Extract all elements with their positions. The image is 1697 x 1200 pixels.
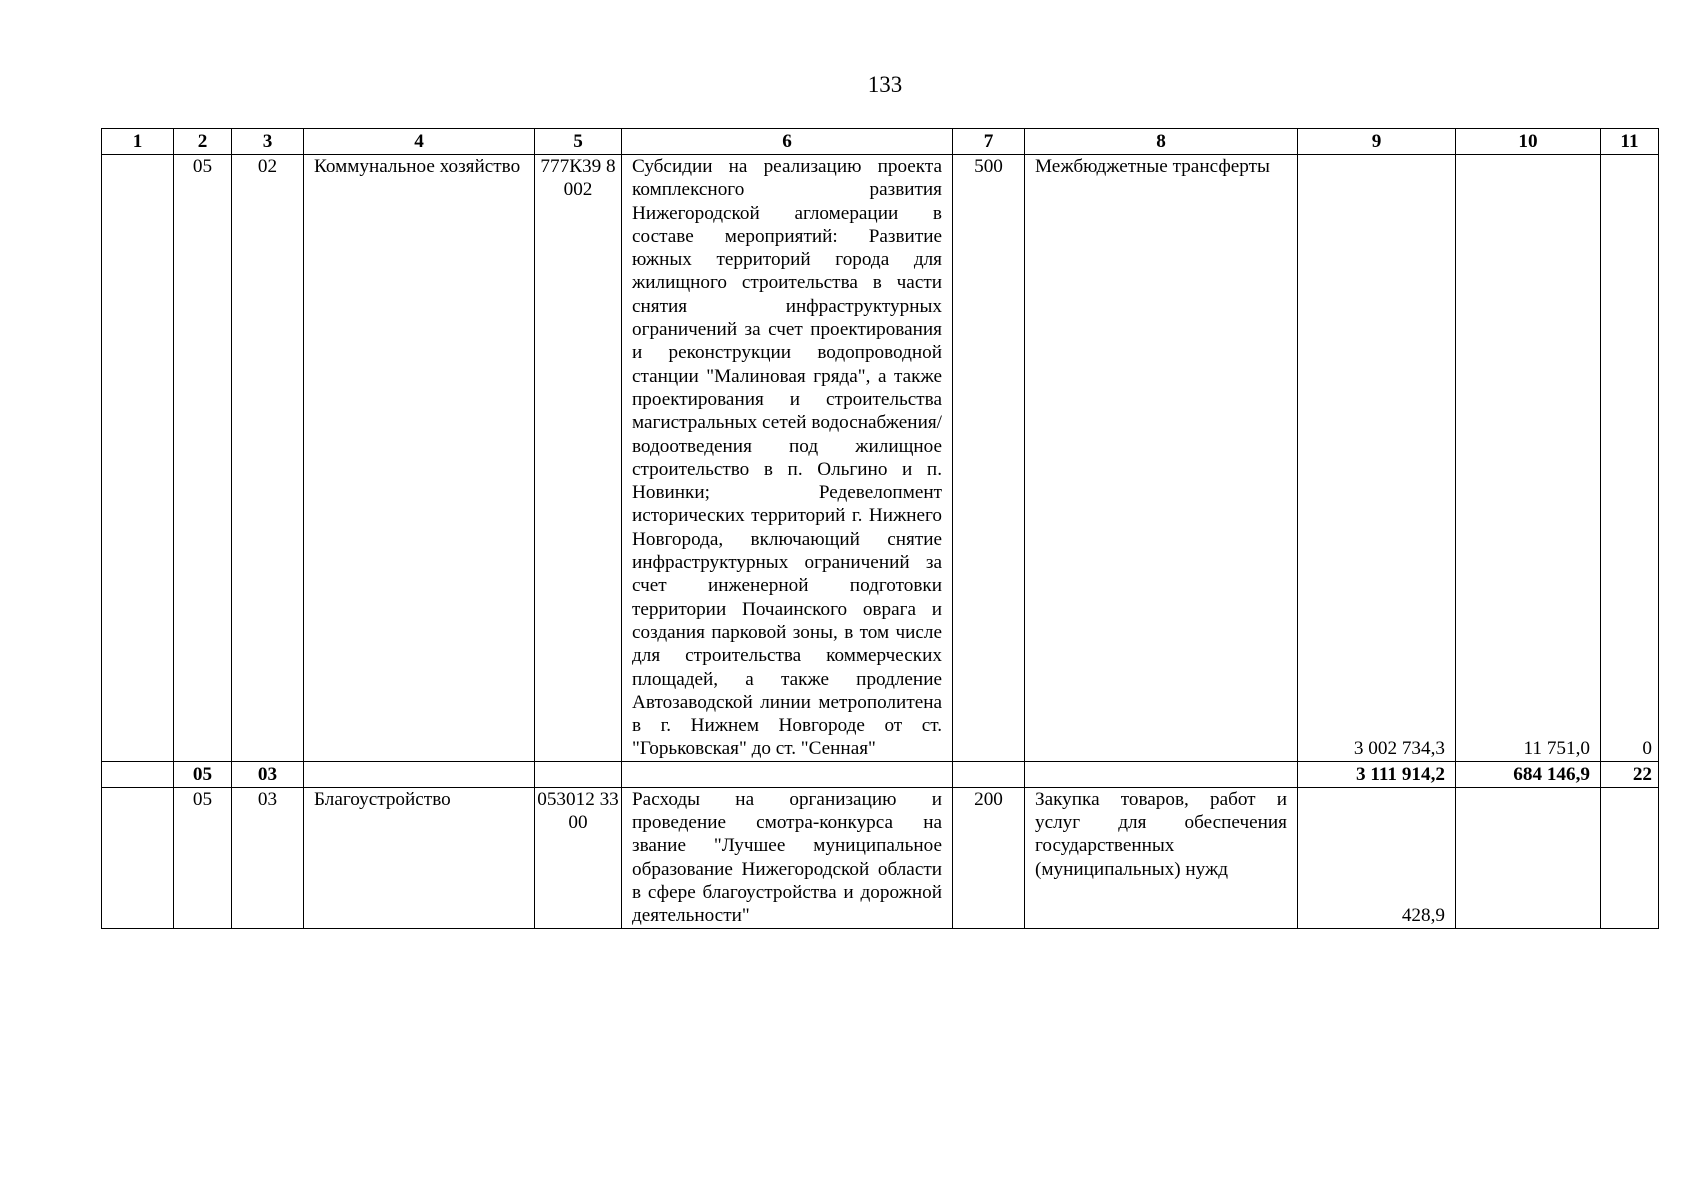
column-header: 2 (174, 129, 232, 155)
cell-expense-type (1025, 761, 1298, 787)
table-row (102, 155, 1659, 762)
column-header: 1 (102, 129, 174, 155)
column-header: 9 (1298, 129, 1456, 155)
column-header: 10 (1456, 129, 1601, 155)
table-header-row (102, 129, 1659, 155)
cell-amount-11: 0 (1601, 155, 1659, 762)
cell-target-code (535, 761, 622, 787)
cell-target-code: 053012 3300 (535, 787, 622, 928)
cell-amount-10: 684 146,9 (1456, 761, 1601, 787)
cell-amount-11 (1601, 787, 1659, 928)
cell-description: Расходы на организацию и проведение смотра-конкурса на звание "Лучшее муниципальное образование Нижегородской области в сфере благоустройства и дорожной деятельности" (622, 787, 953, 928)
table-row (102, 787, 1659, 928)
cell-expense-code (953, 761, 1025, 787)
cell-description (622, 761, 953, 787)
cell-amount-9: 3 002 734,3 (1298, 155, 1456, 762)
subtotal-row (102, 761, 1659, 787)
cell-expense-code: 500 (953, 155, 1025, 762)
cell-subsection-name: Благоустройство (304, 787, 535, 928)
column-header: 3 (232, 129, 304, 155)
budget-table (101, 128, 1659, 929)
cell-section: 05 (174, 787, 232, 928)
cell-section: 05 (174, 155, 232, 762)
cell-amount-11: 22 (1601, 761, 1659, 787)
cell-subsection-name: Коммунальное хозяйство (304, 155, 535, 762)
cell-subsection: 02 (232, 155, 304, 762)
cell-expense-type: Закупка товаров, работ и услуг для обеспечения государственных (муниципальных) нужд (1025, 787, 1298, 928)
cell-target-code: 777К39 8002 (535, 155, 622, 762)
cell-subsection: 03 (232, 761, 304, 787)
cell-amount-10: 11 751,0 (1456, 155, 1601, 762)
cell-col1 (102, 155, 174, 762)
column-header: 4 (304, 129, 535, 155)
cell-col1 (102, 761, 174, 787)
column-header: 8 (1025, 129, 1298, 155)
cell-col1 (102, 787, 174, 928)
column-header: 7 (953, 129, 1025, 155)
cell-description: Субсидии на реализацию проекта комплексного развития Нижегородской агломерации в составе мероприятий: Развитие южных территорий города для жилищного строительства в части снятия инфраструктурных ограничений за счет проектирования и реконструкции водопроводной станции "Малиновая гряда", а также проектирования и строительства магистральных сетей водоснабжения/водоотведения под жилищное строительство в п. Ольгино и п. Новинки; Редевелопмент исторических территорий г. Нижнего Новгорода, включающий снятие инфраструктурных ограничений за счет инженерной подготовки территории Почаинского оврага и создания парковой зоны, в том числе для строительства коммерческих площадей, а также продление Автозаводской линии метрополитена в г. Нижнем Новгороде от ст. "Горьковская" до ст. "Сенная" (622, 155, 953, 762)
cell-amount-10 (1456, 787, 1601, 928)
cell-subsection: 03 (232, 787, 304, 928)
column-header: 11 (1601, 129, 1659, 155)
column-header: 5 (535, 129, 622, 155)
page-number: 133 (867, 72, 903, 97)
cell-amount-9: 3 111 914,2 (1298, 761, 1456, 787)
cell-subsection-name (304, 761, 535, 787)
cell-expense-code: 200 (953, 787, 1025, 928)
cell-amount-9: 428,9 (1298, 787, 1456, 928)
cell-expense-type: Межбюджетные трансферты (1025, 155, 1298, 762)
cell-section: 05 (174, 761, 232, 787)
column-header: 6 (622, 129, 953, 155)
